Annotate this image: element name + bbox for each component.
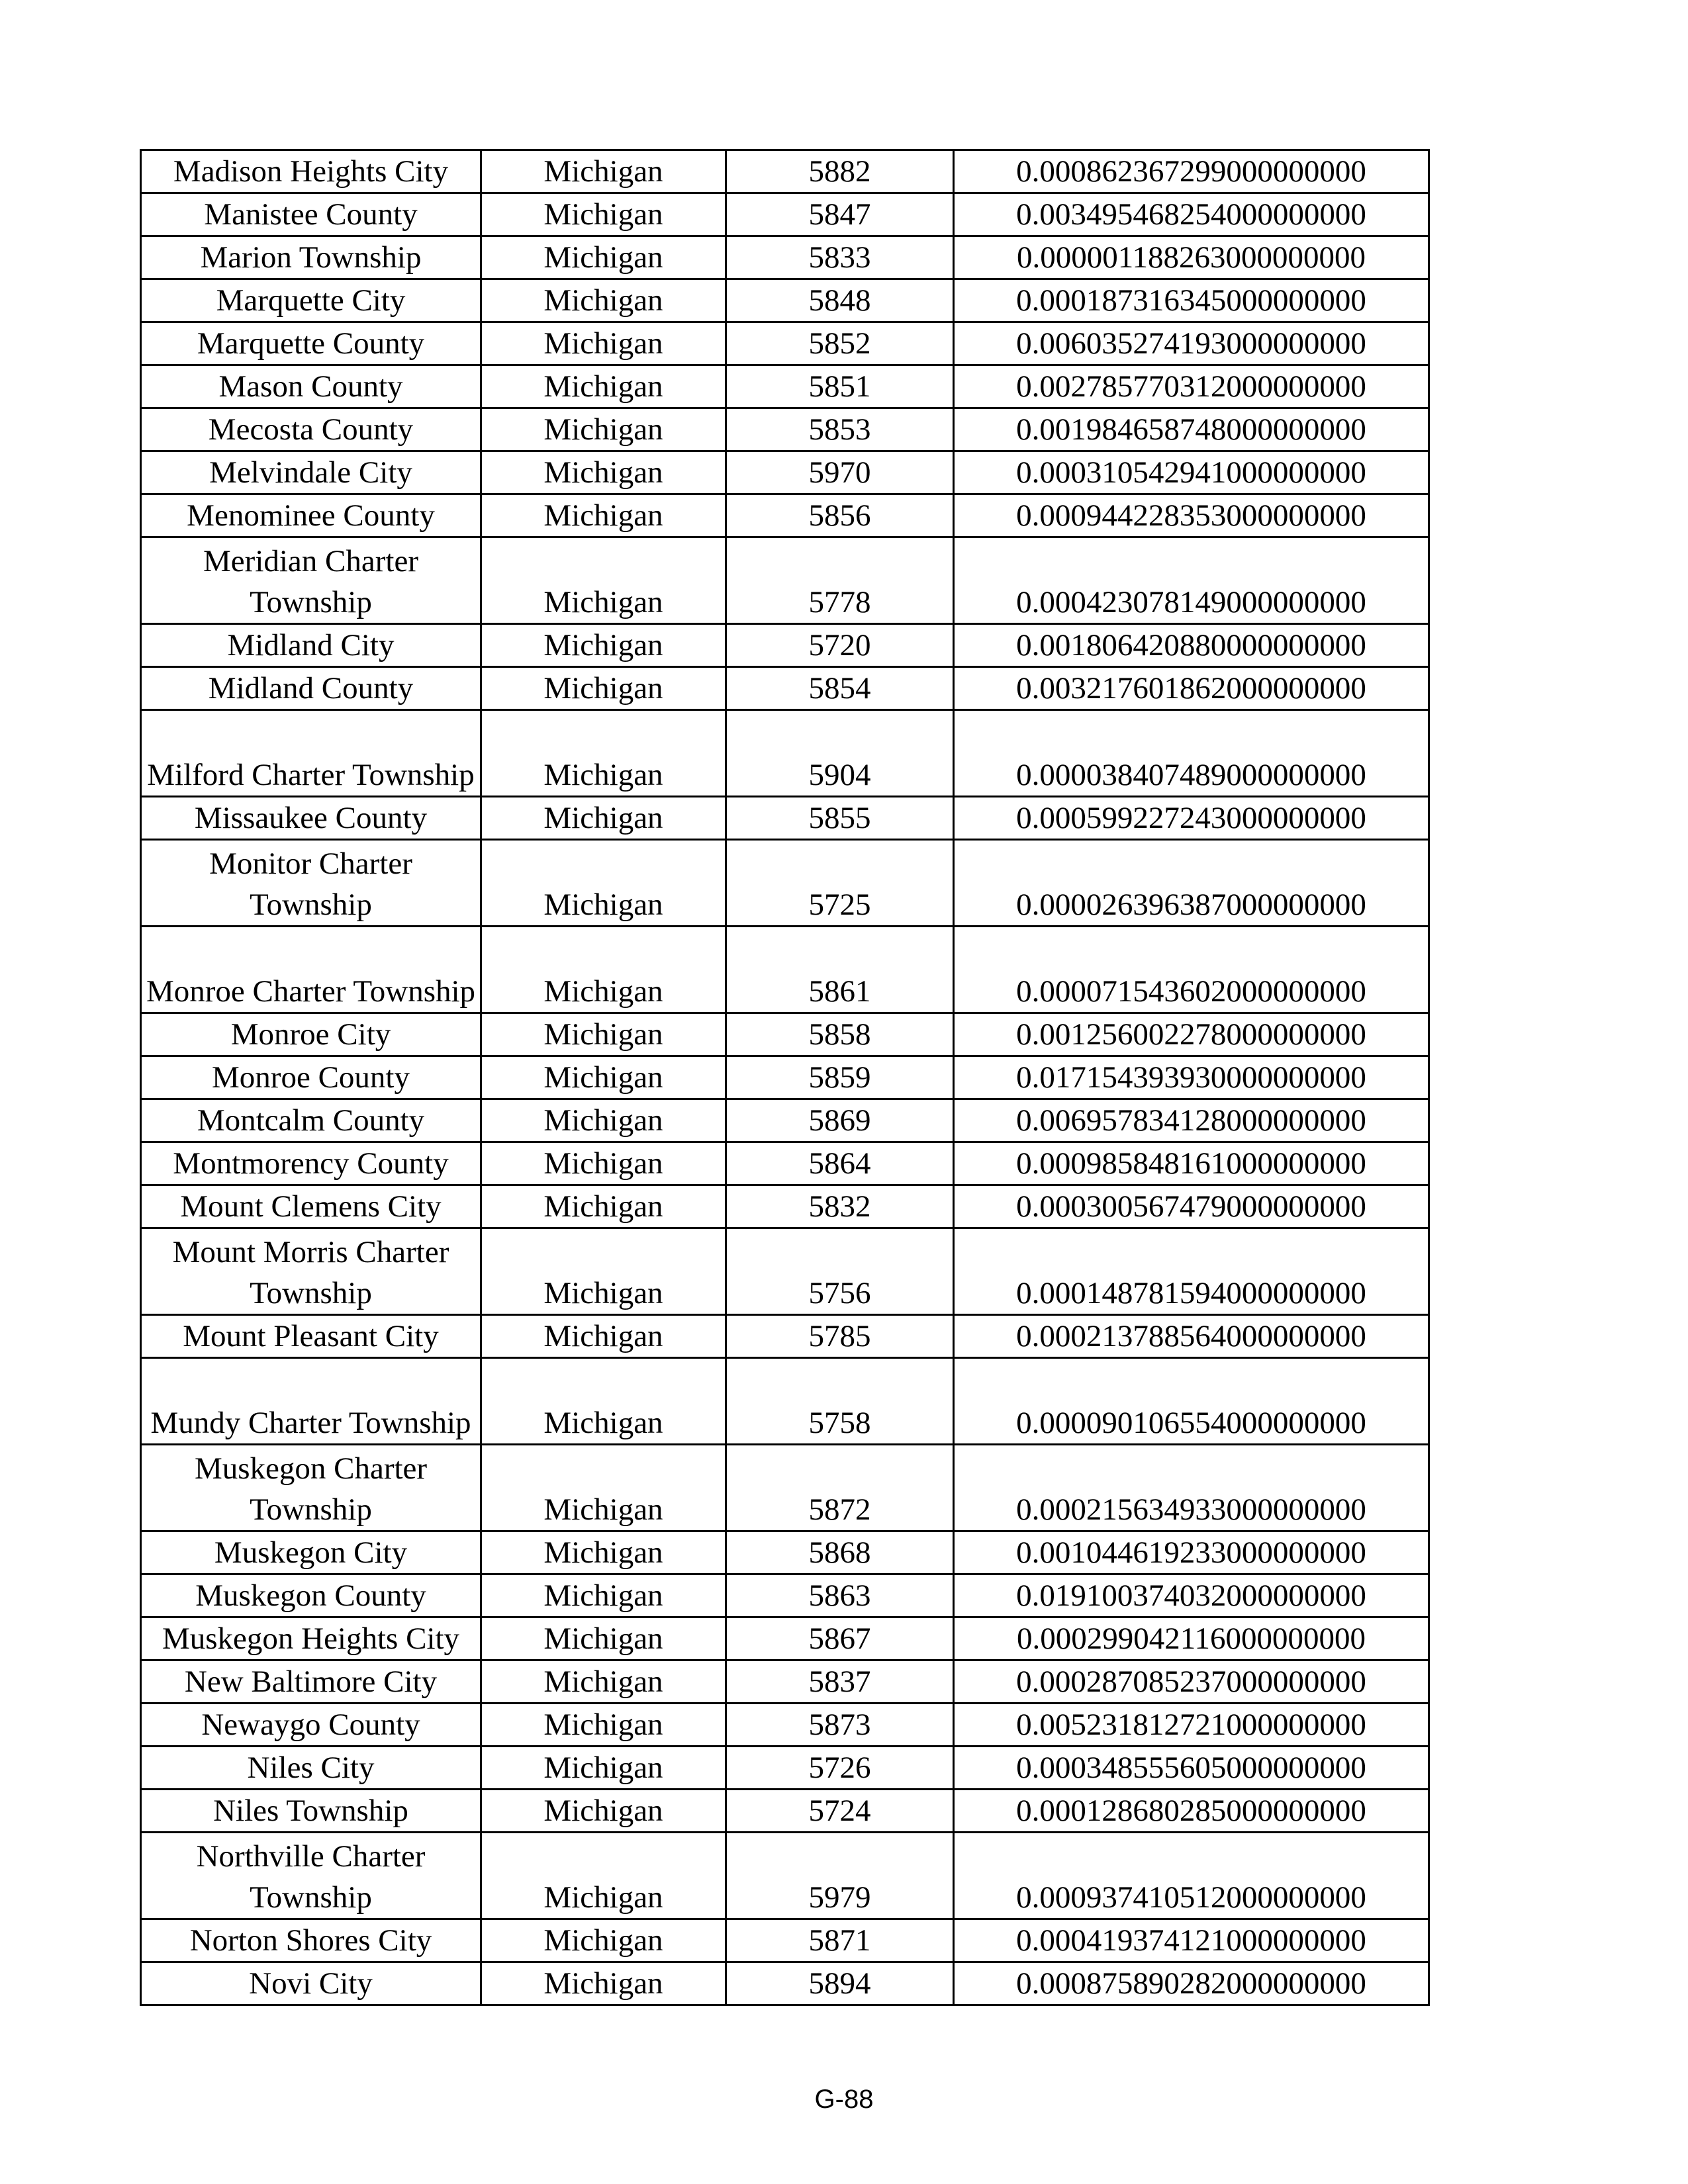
table-row	[141, 1142, 1429, 1185]
cell-state: Michigan	[481, 1962, 726, 2005]
table-row	[141, 451, 1429, 494]
cell-name: Midland County	[141, 667, 481, 710]
table-row	[141, 1531, 1429, 1574]
cell-name: Madison Heights City	[141, 150, 481, 193]
cell-state: Michigan	[481, 1790, 726, 1833]
table-row	[141, 322, 1429, 365]
cell-id: 5864	[726, 1142, 954, 1185]
cell-state: Michigan	[481, 710, 726, 797]
table-row	[141, 1315, 1429, 1358]
cell-id: 5847	[726, 193, 954, 236]
cell-state: Michigan	[481, 1142, 726, 1185]
allocation-table-container	[140, 149, 1428, 2006]
cell-id: 5871	[726, 1919, 954, 1962]
cell-name: Novi City	[141, 1962, 481, 2005]
cell-id: 5882	[726, 150, 954, 193]
cell-id: 5861	[726, 927, 954, 1013]
cell-id: 5756	[726, 1228, 954, 1315]
cell-state: Michigan	[481, 1185, 726, 1228]
cell-name: Milford Charter Township	[141, 710, 481, 797]
table-row	[141, 1574, 1429, 1617]
cell-name: Monroe City	[141, 1013, 481, 1056]
cell-state: Michigan	[481, 1574, 726, 1617]
cell-name: Mount Clemens City	[141, 1185, 481, 1228]
table-row	[141, 624, 1429, 667]
table-row	[141, 1919, 1429, 1962]
cell-value: 0.000348555605000000000	[954, 1747, 1429, 1790]
allocation-table	[140, 149, 1430, 2006]
cell-state: Michigan	[481, 494, 726, 537]
cell-name: Mount Morris Charter Township	[141, 1228, 481, 1315]
cell-name: Monroe Charter Township	[141, 927, 481, 1013]
table-row	[141, 840, 1429, 927]
cell-name: Mecosta County	[141, 408, 481, 451]
cell-id: 5856	[726, 494, 954, 537]
table-row	[141, 494, 1429, 537]
cell-name: Muskegon City	[141, 1531, 481, 1574]
cell-name: Meridian Charter Township	[141, 537, 481, 624]
cell-id: 5873	[726, 1704, 954, 1747]
cell-name: Marquette City	[141, 279, 481, 322]
table-row	[141, 279, 1429, 322]
table-row	[141, 1790, 1429, 1833]
cell-value: 0.000148781594000000000	[954, 1228, 1429, 1315]
cell-value: 0.000128680285000000000	[954, 1790, 1429, 1833]
cell-value: 0.002785770312000000000	[954, 365, 1429, 408]
cell-state: Michigan	[481, 1617, 726, 1661]
cell-name: Norton Shores City	[141, 1919, 481, 1962]
cell-value: 0.000299042116000000000	[954, 1617, 1429, 1661]
cell-name: Montmorency County	[141, 1142, 481, 1185]
cell-state: Michigan	[481, 840, 726, 927]
cell-state: Michigan	[481, 279, 726, 322]
cell-value: 0.000026396387000000000	[954, 840, 1429, 927]
cell-value: 0.003495468254000000000	[954, 193, 1429, 236]
cell-value: 0.000423078149000000000	[954, 537, 1429, 624]
table-row	[141, 1056, 1429, 1099]
cell-id: 5970	[726, 451, 954, 494]
cell-state: Michigan	[481, 1056, 726, 1099]
cell-value: 0.019100374032000000000	[954, 1574, 1429, 1617]
page-number: G-88	[814, 2085, 874, 2114]
cell-value: 0.000071543602000000000	[954, 927, 1429, 1013]
table-row	[141, 408, 1429, 451]
cell-state: Michigan	[481, 667, 726, 710]
cell-name: Montcalm County	[141, 1099, 481, 1142]
cell-value: 0.003217601862000000000	[954, 667, 1429, 710]
cell-state: Michigan	[481, 1747, 726, 1790]
cell-name: Niles Township	[141, 1790, 481, 1833]
cell-id: 5758	[726, 1358, 954, 1445]
cell-id: 5853	[726, 408, 954, 451]
cell-value: 0.000001188263000000000	[954, 236, 1429, 279]
cell-name: Muskegon Heights City	[141, 1617, 481, 1661]
cell-state: Michigan	[481, 193, 726, 236]
cell-state: Michigan	[481, 1445, 726, 1531]
cell-id: 5724	[726, 1790, 954, 1833]
cell-state: Michigan	[481, 797, 726, 840]
cell-state: Michigan	[481, 322, 726, 365]
cell-value: 0.001044619233000000000	[954, 1531, 1429, 1574]
table-row	[141, 797, 1429, 840]
cell-value: 0.006957834128000000000	[954, 1099, 1429, 1142]
cell-name: Northville Charter Township	[141, 1833, 481, 1919]
cell-name: Mason County	[141, 365, 481, 408]
table-row	[141, 1617, 1429, 1661]
cell-id: 5859	[726, 1056, 954, 1099]
table-row	[141, 1747, 1429, 1790]
cell-state: Michigan	[481, 1919, 726, 1962]
cell-id: 5894	[726, 1962, 954, 2005]
cell-id: 5837	[726, 1661, 954, 1704]
cell-name: Niles City	[141, 1747, 481, 1790]
cell-value: 0.005231812721000000000	[954, 1704, 1429, 1747]
cell-id: 5869	[726, 1099, 954, 1142]
cell-name: Monitor Charter Township	[141, 840, 481, 927]
cell-id: 5725	[726, 840, 954, 927]
cell-state: Michigan	[481, 1531, 726, 1574]
cell-value: 0.000215634933000000000	[954, 1445, 1429, 1531]
cell-value: 0.000300567479000000000	[954, 1185, 1429, 1228]
cell-state: Michigan	[481, 1661, 726, 1704]
table-body	[141, 150, 1429, 2005]
table-row	[141, 193, 1429, 236]
cell-value: 0.006035274193000000000	[954, 322, 1429, 365]
cell-id: 5858	[726, 1013, 954, 1056]
cell-id: 5778	[726, 537, 954, 624]
cell-state: Michigan	[481, 408, 726, 451]
cell-value: 0.000090106554000000000	[954, 1358, 1429, 1445]
table-row	[141, 537, 1429, 624]
table-row	[141, 927, 1429, 1013]
cell-id: 5855	[726, 797, 954, 840]
cell-id: 5833	[726, 236, 954, 279]
cell-value: 0.000985848161000000000	[954, 1142, 1429, 1185]
table-row	[141, 236, 1429, 279]
cell-state: Michigan	[481, 1228, 726, 1315]
table-row	[141, 1358, 1429, 1445]
cell-id: 5720	[726, 624, 954, 667]
table-row	[141, 1099, 1429, 1142]
table-row	[141, 1445, 1429, 1531]
cell-value: 0.000419374121000000000	[954, 1919, 1429, 1962]
cell-id: 5904	[726, 710, 954, 797]
cell-state: Michigan	[481, 1833, 726, 1919]
cell-name: Mount Pleasant City	[141, 1315, 481, 1358]
cell-state: Michigan	[481, 537, 726, 624]
table-row	[141, 365, 1429, 408]
cell-state: Michigan	[481, 236, 726, 279]
cell-value: 0.000862367299000000000	[954, 150, 1429, 193]
cell-id: 5852	[726, 322, 954, 365]
cell-name: Midland City	[141, 624, 481, 667]
table-row	[141, 1962, 1429, 2005]
cell-id: 5872	[726, 1445, 954, 1531]
cell-id: 5868	[726, 1531, 954, 1574]
table-row	[141, 710, 1429, 797]
cell-id: 5848	[726, 279, 954, 322]
cell-name: Menominee County	[141, 494, 481, 537]
cell-name: Monroe County	[141, 1056, 481, 1099]
cell-state: Michigan	[481, 1315, 726, 1358]
cell-value: 0.000187316345000000000	[954, 279, 1429, 322]
cell-name: Melvindale City	[141, 451, 481, 494]
table-row	[141, 1661, 1429, 1704]
cell-name: Marquette County	[141, 322, 481, 365]
cell-name: Newaygo County	[141, 1704, 481, 1747]
table-row	[141, 1833, 1429, 1919]
cell-id: 5979	[726, 1833, 954, 1919]
cell-id: 5863	[726, 1574, 954, 1617]
cell-state: Michigan	[481, 624, 726, 667]
cell-name: Mundy Charter Township	[141, 1358, 481, 1445]
cell-value: 0.000937410512000000000	[954, 1833, 1429, 1919]
cell-value: 0.001256002278000000000	[954, 1013, 1429, 1056]
cell-value: 0.000599227243000000000	[954, 797, 1429, 840]
cell-name: Marion Township	[141, 236, 481, 279]
cell-state: Michigan	[481, 365, 726, 408]
cell-id: 5854	[726, 667, 954, 710]
table-row	[141, 1013, 1429, 1056]
table-row	[141, 1704, 1429, 1747]
cell-name: Muskegon Charter Township	[141, 1445, 481, 1531]
cell-id: 5867	[726, 1617, 954, 1661]
cell-id: 5851	[726, 365, 954, 408]
cell-value: 0.000038407489000000000	[954, 710, 1429, 797]
cell-value: 0.000944228353000000000	[954, 494, 1429, 537]
cell-name: New Baltimore City	[141, 1661, 481, 1704]
table-row	[141, 1228, 1429, 1315]
cell-name: Muskegon County	[141, 1574, 481, 1617]
cell-state: Michigan	[481, 150, 726, 193]
cell-name: Missaukee County	[141, 797, 481, 840]
cell-state: Michigan	[481, 1358, 726, 1445]
cell-state: Michigan	[481, 451, 726, 494]
cell-state: Michigan	[481, 927, 726, 1013]
cell-state: Michigan	[481, 1704, 726, 1747]
cell-value: 0.001984658748000000000	[954, 408, 1429, 451]
table-row	[141, 1185, 1429, 1228]
cell-value: 0.000213788564000000000	[954, 1315, 1429, 1358]
cell-id: 5726	[726, 1747, 954, 1790]
cell-value: 0.000310542941000000000	[954, 451, 1429, 494]
cell-id: 5832	[726, 1185, 954, 1228]
table-row	[141, 150, 1429, 193]
cell-value: 0.017154393930000000000	[954, 1056, 1429, 1099]
cell-value: 0.001806420880000000000	[954, 624, 1429, 667]
cell-state: Michigan	[481, 1099, 726, 1142]
cell-state: Michigan	[481, 1013, 726, 1056]
cell-value: 0.000287085237000000000	[954, 1661, 1429, 1704]
cell-value: 0.000875890282000000000	[954, 1962, 1429, 2005]
table-row	[141, 667, 1429, 710]
cell-name: Manistee County	[141, 193, 481, 236]
cell-id: 5785	[726, 1315, 954, 1358]
